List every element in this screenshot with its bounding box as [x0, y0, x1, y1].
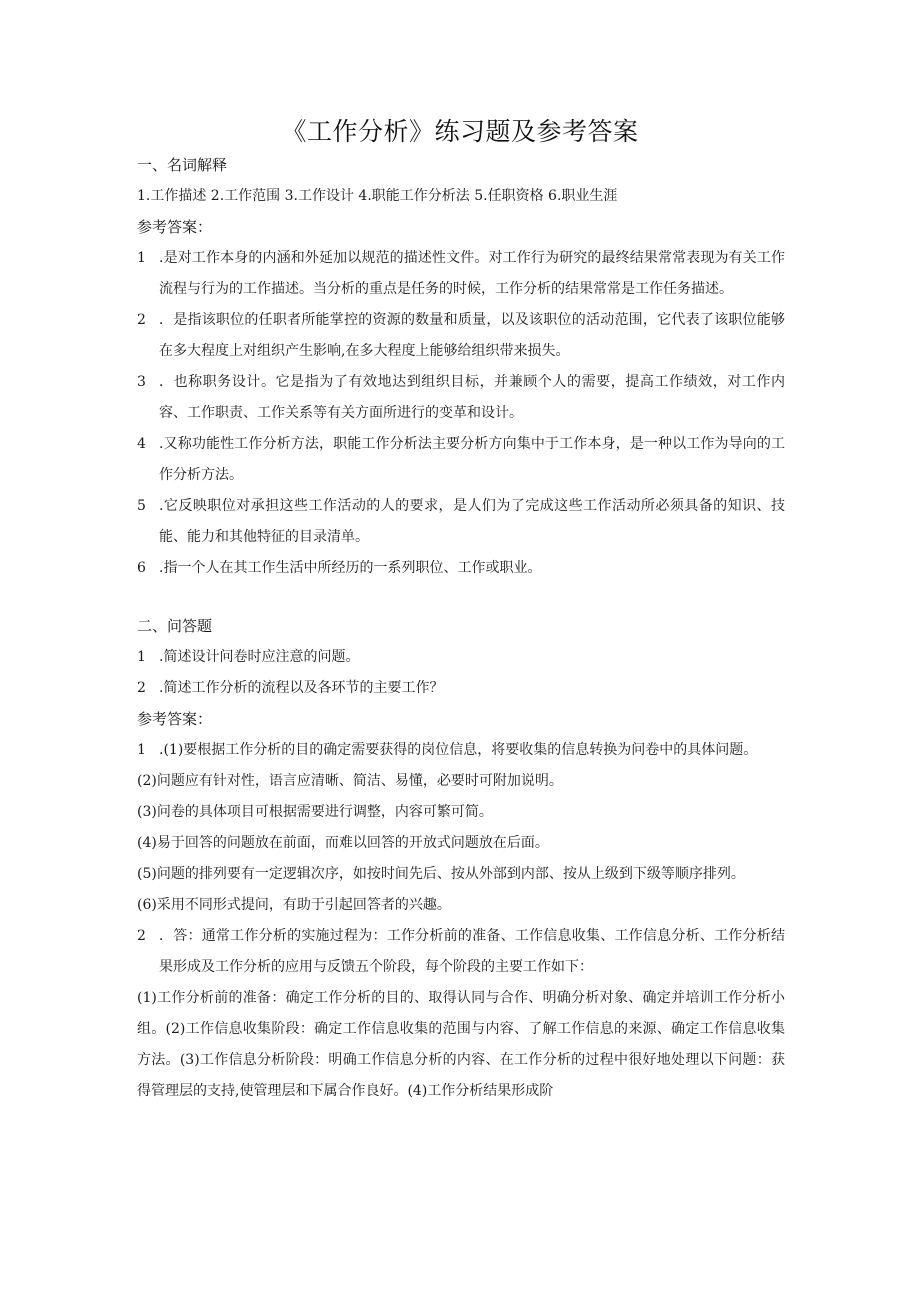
- question-item: [137, 673, 785, 704]
- answer-number: 3: [137, 374, 146, 390]
- answer-number: 2: [137, 312, 146, 328]
- answer-1-point: (4)易于回答的问题放在前面，而难以回答的开放式问题放在后面。: [137, 835, 549, 851]
- definition-answer: [137, 553, 785, 584]
- question-item: [137, 642, 785, 673]
- answer-1-point: (5)问题的排列要有一定逻辑次序，如按时间先后、按从外部到内部、按从上级到下级等顺序排列。: [137, 866, 745, 882]
- answer-2-body: (1)工作分析前的准备：确定工作分析的目的、取得认同与合作、明确分析对象、确定并培训工作分析小组。(2)工作信息收集阶段：确定工作信息收集的范围与内容、了解工作信息的来源、确定工作信息收集方法。(3)工作信息分析阶段：明确工作信息分析的内容、在工作分析的过程中很好地处理以下问题：获得管理层的支持,使管理层和下属合作良好。(4)工作分析结果形成阶: [137, 990, 785, 1099]
- question-text: .简述设计问卷时应注意的问题。: [159, 649, 360, 665]
- answer-number: 4: [137, 436, 146, 452]
- answer-number: 1: [137, 742, 146, 758]
- answer-number: 6: [137, 560, 146, 576]
- document-content: [137, 150, 785, 1107]
- terms-list: 1.工作描述 2.工作范围 3.工作设计 4.职能工作分析法 5.任职资格 6.职业生涯: [137, 188, 618, 204]
- answer-text: .又称功能性工作分析方法，职能工作分析法主要分析方向集中于工作本身，是一种以工作为导向的工作分析方法。: [159, 436, 785, 483]
- definition-answer: [137, 305, 785, 367]
- answer-1-first: [137, 735, 785, 766]
- answer-number: 5: [137, 498, 146, 514]
- answer-text: .指一个人在其工作生活中所经历的一系列职位、工作或职业。: [159, 560, 542, 576]
- answer-text: ．是指该职位的任职者所能掌控的资源的数量和质量，以及该职位的活动范围，它代表了该职位能够在多大程度上对组织产生影响,在多大程度上能够给组织带来损失。: [159, 312, 785, 359]
- definition-answer: [137, 367, 785, 429]
- answer-text: .(1)要根据工作分析的目的确定需要获得的岗位信息，将要收集的信息转换为问卷中的具体问题。: [159, 742, 758, 758]
- definition-answer: [137, 491, 785, 553]
- question-text: .简述工作分析的流程以及各环节的主要工作？: [159, 680, 444, 696]
- section-2-heading: 二、问答题: [137, 617, 213, 635]
- section-1-heading: 一、名词解释: [137, 156, 228, 174]
- section-spacer: [137, 584, 785, 611]
- question-number: 1: [137, 649, 146, 665]
- answer-text: .它反映职位对承担这些工作活动的人的要求，是人们为了完成这些工作活动所必须具备的知识、技能、能力和其他特征的目录清单。: [159, 498, 785, 545]
- question-number: 2: [137, 680, 146, 696]
- answer-1-point: (2)问题应有针对性，语言应清晰、简洁、易懂，必要时可附加说明。: [137, 773, 563, 789]
- answer-1-point: (3)问卷的具体项目可根据需要进行调整，内容可繁可简。: [137, 804, 493, 820]
- answers-label-2: 参考答案：: [137, 710, 213, 728]
- answer-2-intro: [137, 921, 785, 983]
- definition-answer: [137, 243, 785, 305]
- definition-answer: [137, 429, 785, 491]
- answer-text: .是对工作本身的内涵和外延加以规范的描述性文件。对工作行为研究的最终结果常常表现为有关工作流程与行为的工作描述。当分析的重点是任务的时候，工作分析的结果常常是工作任务描述。: [159, 250, 785, 297]
- answer-text: ．答：通常工作分析的实施过程为：工作分析前的准备、工作信息收集、工作信息分析、工作分析结果形成及工作分析的应用与反馈五个阶段，每个阶段的主要工作如下：: [159, 928, 785, 975]
- answer-number: 1: [137, 250, 146, 266]
- answers-label-1: 参考答案：: [137, 218, 213, 236]
- document-title: 《工作分析》练习题及参考答案: [281, 117, 639, 146]
- answer-text: ．也称职务设计。它是指为了有效地达到组织目标，并兼顾个人的需要，提高工作绩效，对工作内容、工作职责、工作关系等有关方面所进行的变革和设计。: [159, 374, 785, 421]
- answer-number: 2: [137, 928, 146, 944]
- answer-1-point: (6)采用不同形式提问，有助于引起回答者的兴趣。: [137, 897, 451, 913]
